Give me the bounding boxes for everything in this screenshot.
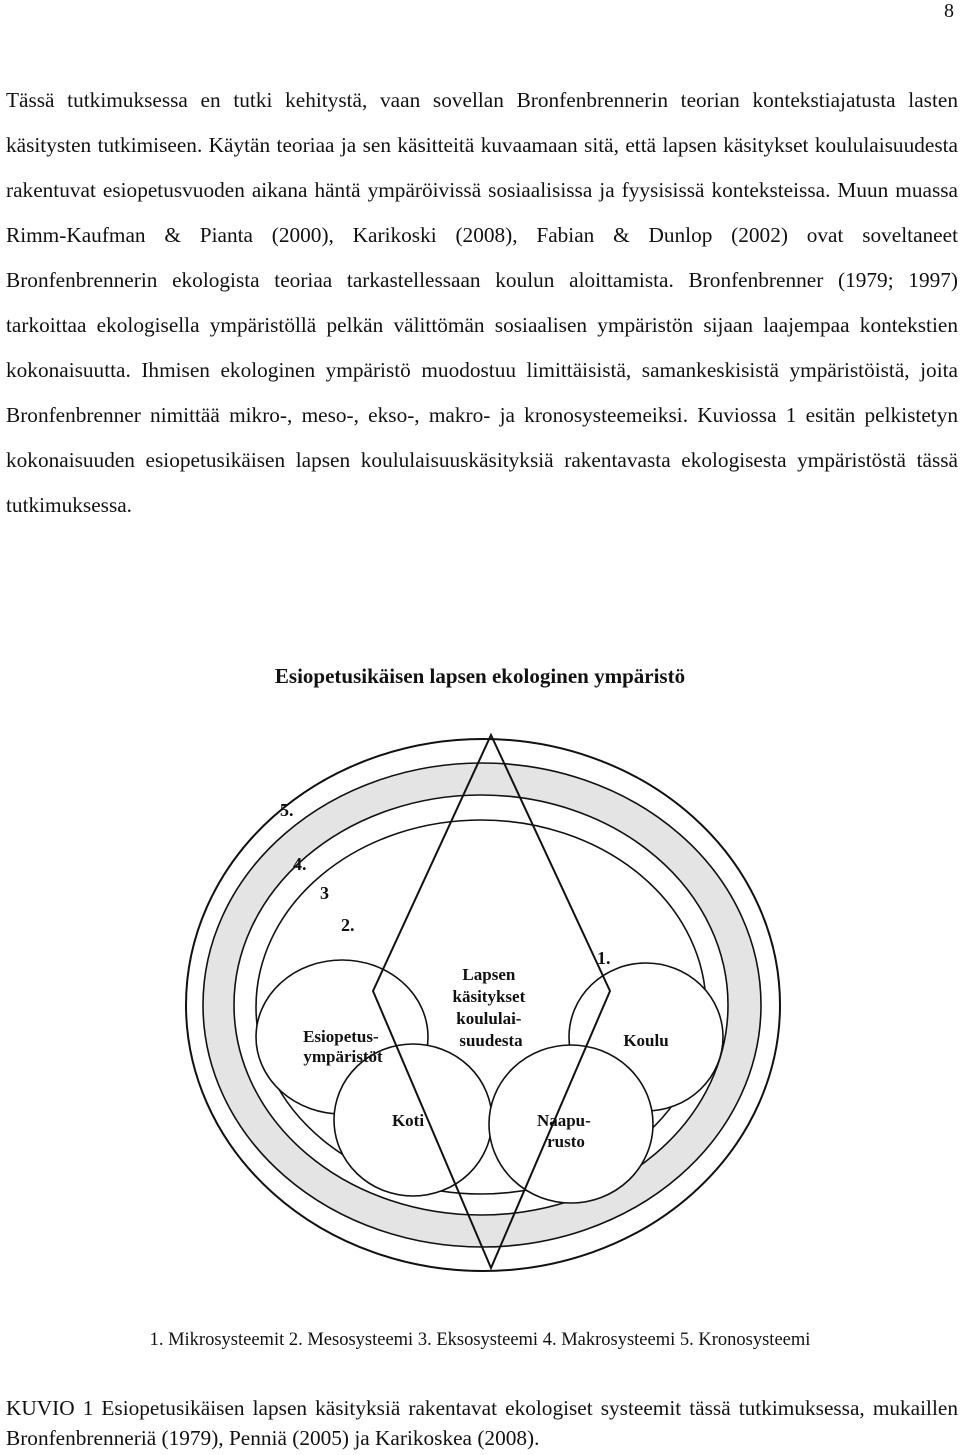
body-paragraph: Tässä tutkimuksessa en tutki kehitystä, vaan sovellan Bronfenbrennerin teorian kontekstiajatusta lasten käsitysten tutkimiseen. Käytän teoriaa ja sen käsitteitä kuvaamaan sitä, että lapsen käsitykset koululaisuudesta rakentuvat esiopetusvuoden aikana häntä ympäröivissä sosiaalisissa ja fyysisissä konteksteissa. Muun muassa Rimm-Kaufman & Pianta (2000), Karikoski (2008), Fabian & Dunlop (2002) ovat soveltaneet Bronfenbrennerin ekologista teoriaa tarkastellessaan koulun aloittamista. Bronfenbrenner (1979; 1997) tarkoittaa ekologisella ympäristöllä pelkän välittömän sosiaalisen ympäristön sijaan laajempaa kontekstien kokonaisuutta. Ihmisen ekologinen ympäristö muodostuu limittäisistä, samankeskisistä ympäristöistä, joita Bronfenbrenner nimittää mikro-, meso-, ekso-, makro- ja kronosysteemeiksi. Kuviossa 1 esitän pelkistetyn kokonaisuuden esiopetusikäisen lapsen koululaisuuskäsityksiä rakentavasta ekologisesta ympäristöstä tässä tutkimuksessa. bbox=[6, 88, 958, 517]
esiopetus-label-line: Esiopetus- bbox=[303, 1027, 379, 1046]
level-label-1: 1. bbox=[597, 948, 611, 968]
koulu-label: Koulu bbox=[623, 1031, 669, 1050]
center-label-line: Lapsen bbox=[462, 965, 516, 984]
esiopetus-label bbox=[303, 1027, 383, 1066]
center-label-line: käsitykset bbox=[452, 987, 526, 1006]
figure-title: Esiopetusikäisen lapsen ekologinen ympäristö bbox=[274, 664, 686, 688]
figure-legend: 1. Mikrosysteemit 2. Mesosysteemi 3. Eksosysteemi 4. Makrosysteemi 5. Kronosysteemi bbox=[149, 1330, 811, 1350]
level-label-5: 5. bbox=[280, 800, 294, 820]
page-number: 8 bbox=[944, 0, 954, 22]
koti-label: Koti bbox=[391, 1111, 425, 1130]
naapurusto-label-line: Naapu- bbox=[536, 1111, 591, 1130]
center-label-line: koululai- bbox=[456, 1009, 522, 1028]
level-label-3: 3 bbox=[320, 883, 329, 903]
level-label-2: 2. bbox=[341, 915, 355, 935]
figure-caption: KUVIO 1 Esiopetusikäisen lapsen käsityksiä rakentavat ekologiset systeemit tässä tutkimuksessa, mukaillen Bronfenbrenneriä (1979), Penniä (2005) ja Karikoskea (2008). bbox=[6, 1396, 958, 1450]
naapurusto-label-line: rusto bbox=[547, 1132, 585, 1151]
ecological-systems-diagram bbox=[0, 700, 960, 1280]
level-label-4: 4. bbox=[293, 854, 307, 874]
center-label-line: suudesta bbox=[459, 1031, 523, 1050]
esiopetus-label-line: ympäristöt bbox=[303, 1047, 383, 1066]
